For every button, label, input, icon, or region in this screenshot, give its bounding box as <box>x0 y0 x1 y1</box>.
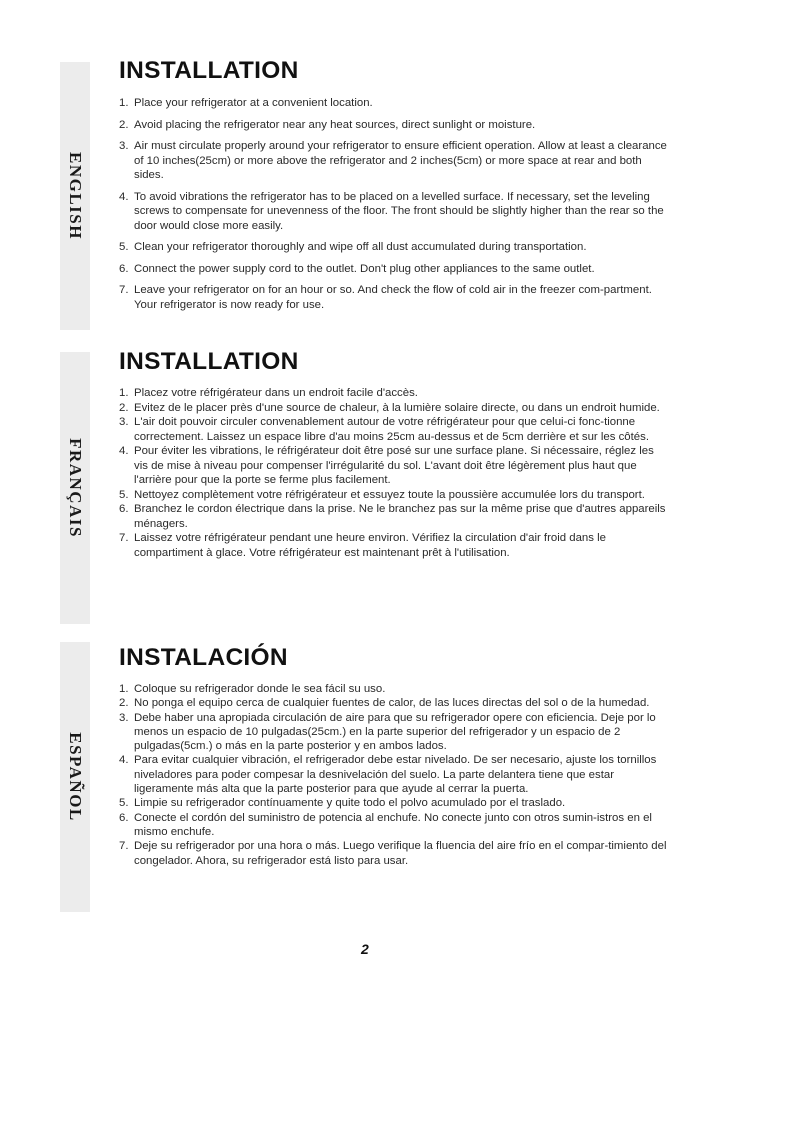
item-number: 2. <box>119 697 129 710</box>
item-number: 6. <box>119 262 129 275</box>
item-text: Debe haber una apropiada circulación de aire para que su refrigerador opere con eficiencia. Deje por lo menos un espacio de 10 pulgadas(25cm.) en la parte superior del refrigerador y un espacio de 2 pulgadas(5cm.) o más en la parte posterior y en ambos lados. <box>134 711 656 753</box>
item-text: Place your refrigerator at a convenient location. <box>134 97 373 109</box>
item-number: 6. <box>119 811 129 824</box>
item-text: Limpie su refrigerador contínuamente y quite todo el polvo acumulado por el traslado. <box>134 797 566 810</box>
page-number: 2 <box>361 941 369 957</box>
list-item <box>119 839 669 868</box>
item-text: Evitez de le placer près d'une source de chaleur, à la lumière solaire directe, ou dans un endroit humide. <box>134 401 660 414</box>
list-item <box>119 796 669 810</box>
item-text: Placez votre réfrigérateur dans un endroit facile d'accès. <box>134 387 418 399</box>
item-number: 5. <box>119 797 129 810</box>
item-number: 3. <box>119 416 129 428</box>
item-text: Connect the power supply cord to the outlet. Don't plug other appliances to the same outlet. <box>134 262 595 275</box>
list-item <box>119 531 669 560</box>
language-tab-english-label: ENGLISH <box>66 152 85 240</box>
francais-section <box>119 347 669 560</box>
item-number: 5. <box>119 241 129 253</box>
list-item <box>119 696 669 710</box>
item-text: Laissez votre réfrigérateur pendant une heure environ. Vérifiez la circulation d'air froid dans le compartiment à glace. Votre réfrigérateur est maintenant prêt à l'utilisation. <box>134 532 606 559</box>
item-number: 7. <box>119 284 129 296</box>
language-tab-francais <box>60 352 90 624</box>
list-item <box>119 711 669 754</box>
francais-heading: INSTALLATION <box>119 348 299 375</box>
english-heading: INSTALLATION <box>119 57 299 84</box>
language-tab-francais-label: FRANÇAIS <box>66 438 85 538</box>
item-number: 5. <box>119 488 129 501</box>
espanol-section <box>119 643 669 868</box>
item-number: 6. <box>119 503 129 515</box>
item-number: 4. <box>119 190 129 203</box>
item-number: 1. <box>119 387 129 399</box>
list-item <box>119 190 669 234</box>
list-item <box>119 240 669 255</box>
espanol-heading: INSTALACIÓN <box>119 644 288 671</box>
language-tab-espanol <box>60 642 90 912</box>
list-item <box>119 502 669 531</box>
item-number: 2. <box>119 118 129 131</box>
item-number: 3. <box>119 140 129 152</box>
item-text: No ponga el equipo cerca de cualquier fuentes de calor, de las luces directas del sol o de la humedad. <box>134 697 650 710</box>
english-instruction-list <box>119 96 669 312</box>
list-item <box>119 262 669 277</box>
list-item <box>119 283 669 312</box>
item-text: Deje su refrigerador por una hora o más. Luego verifique la fluencia del aire frío en el compar-timiento del congelador. Ahora, su refrigerador está listo para usar. <box>134 840 667 867</box>
list-item <box>119 96 669 111</box>
list-item <box>119 444 669 488</box>
item-number: 2. <box>119 401 129 414</box>
item-number: 7. <box>119 532 129 544</box>
list-item <box>119 401 669 416</box>
list-item <box>119 488 669 503</box>
item-text: Leave your refrigerator on for an hour or so. And check the flow of cold air in the freezer com-partment. Your refrigerator is now ready for use. <box>134 284 652 311</box>
item-text: L'air doit pouvoir circuler convenablement autour de votre réfrigérateur pour que celui-ci fonc-tionne correctement. Laissez un espace libre d'au moins 25cm au-dessus et de 5cm derrière et sur les côtés. <box>134 416 649 443</box>
item-number: 3. <box>119 711 129 724</box>
item-number: 4. <box>119 445 129 457</box>
item-text: To avoid vibrations the refrigerator has to be placed on a levelled surface. If necessary, set the leveling screws to compensate for unevenness of the floor. The front should be slightly higher than the rear so the door would close more easily. <box>134 190 664 232</box>
list-item <box>119 753 669 796</box>
item-text: Air must circulate properly around your refrigerator to ensure efficient operation. Allow at least a clearance of 10 inches(25cm) or more above the refrigerator and 2 inches(5cm) or more space at rear and both sides. <box>134 140 667 181</box>
language-tab-espanol-label: ESPAÑOL <box>66 732 85 822</box>
item-text: Pour éviter les vibrations, le réfrigérateur doit être posé sur une surface plane. Si nécessaire, réglez les vis de mise à niveau pour compenser l'irrégularité du sol. L'avant doit être légèrement plus haut que l'arrière pour que la porte se ferme plus facilement. <box>134 445 654 486</box>
item-text: Clean your refrigerator thoroughly and wipe off all dust accumulated during transportation. <box>134 241 587 253</box>
item-text: Conecte el cordón del suministro de potencia al enchufe. No conecte junto con otros sumin-istros en el mismo enchufe. <box>134 811 652 838</box>
item-text: Branchez le cordon électrique dans la prise. Ne le branchez pas sur la même prise que d'autres appareils ménagers. <box>134 503 666 530</box>
english-section <box>119 56 669 319</box>
list-item <box>119 682 669 696</box>
list-item <box>119 139 669 183</box>
item-text: Coloque su refrigerador donde le sea fácil su uso. <box>134 683 386 695</box>
item-number: 1. <box>119 97 129 109</box>
list-item <box>119 811 669 840</box>
item-number: 4. <box>119 754 129 767</box>
item-text: Nettoyez complètement votre réfrigérateur et essuyez toute la poussière accumulée lors du transport. <box>134 488 645 501</box>
item-text: Avoid placing the refrigerator near any heat sources, direct sunlight or moisture. <box>134 118 536 131</box>
item-number: 7. <box>119 840 129 853</box>
item-text: Para evitar cualquier vibración, el refrigerador debe estar nivelado. De ser necesario, ajuste los tornillos niveladores para poder compesar la desnivelación del suelo. La parte delantera tiene que estar ligeramente más alta que la parte posterior para que ayude al cerrar la puerta. <box>134 754 657 796</box>
item-number: 1. <box>119 683 129 695</box>
list-item <box>119 118 669 133</box>
francais-instruction-list <box>119 386 669 560</box>
espanol-instruction-list <box>119 682 669 868</box>
language-tab-english <box>60 62 90 330</box>
list-item <box>119 415 669 444</box>
list-item <box>119 386 669 401</box>
